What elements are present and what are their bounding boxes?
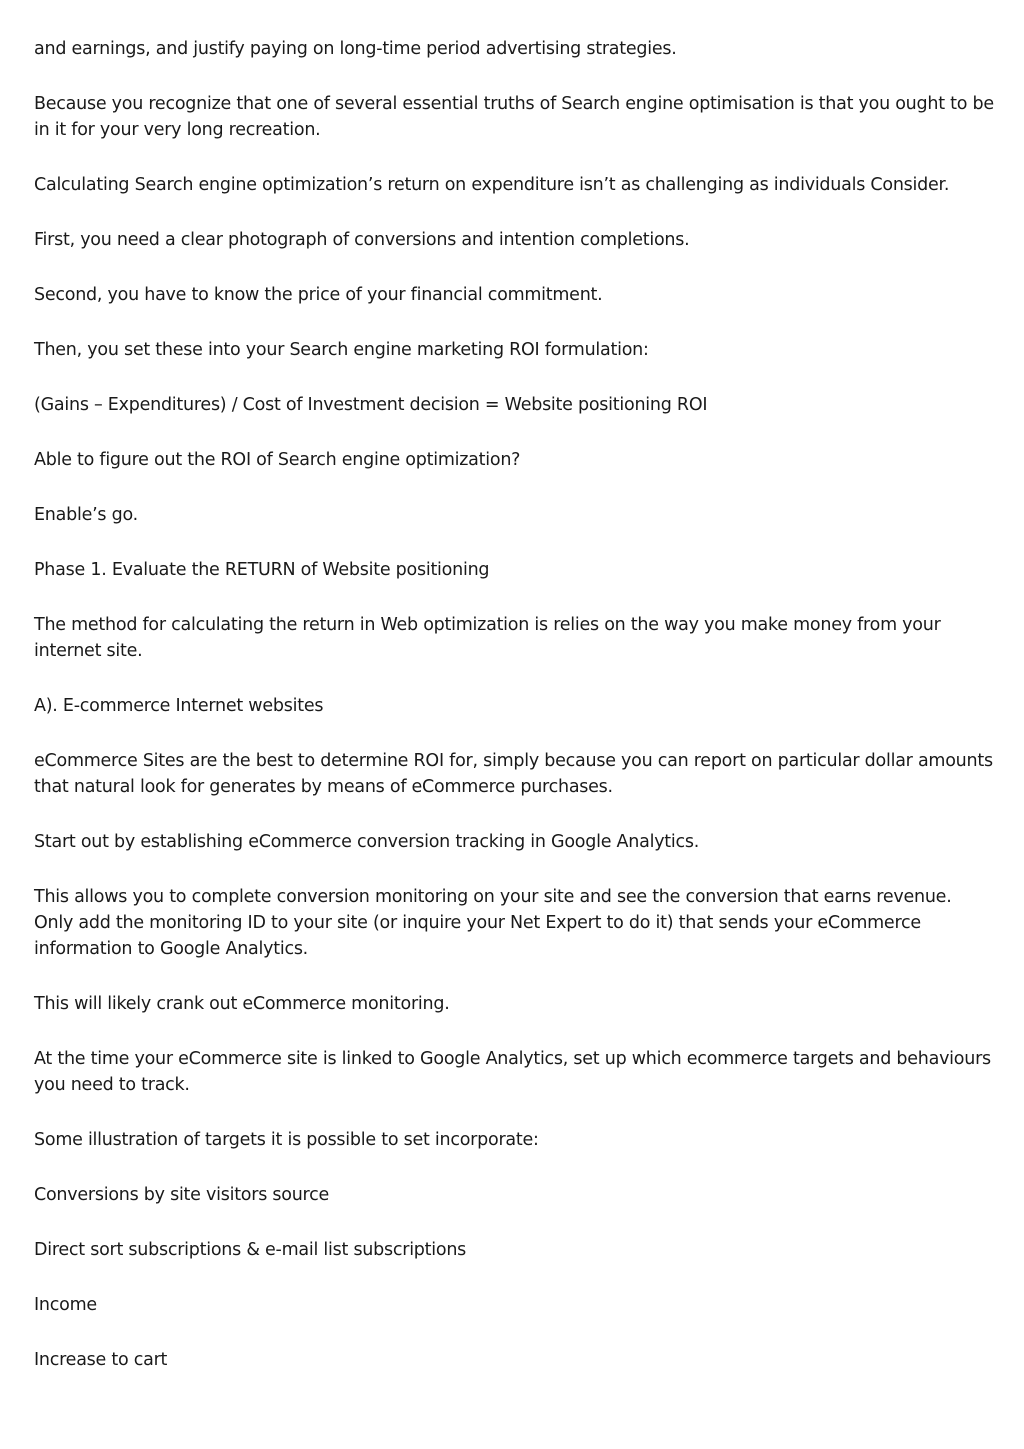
document-body	[34, 36, 994, 1402]
paragraph: This will likely crank out eCommerce monitoring.	[34, 994, 450, 1014]
paragraph: Some illustration of targets it is possible to set incorporate:	[34, 1130, 539, 1150]
paragraph: Second, you have to know the price of your financial commitment.	[34, 285, 603, 305]
paragraph: eCommerce Sites are the best to determine ROI for, simply because you can report on particular dollar amounts that natural look for generates by means of eCommerce purchases.	[34, 751, 993, 797]
list-item: Increase to cart	[34, 1350, 168, 1370]
list-item: Income	[34, 1295, 97, 1315]
paragraph: The method for calculating the return in Web optimization is relies on the way you make money from your internet site.	[34, 615, 941, 661]
paragraph: Calculating Search engine optimization’s return on expenditure isn’t as challenging as individuals Consider.	[34, 175, 950, 195]
subsection-heading: A). E-commerce Internet websites	[34, 696, 324, 716]
paragraph: First, you need a clear photograph of conversions and intention completions.	[34, 230, 690, 250]
list-item: Conversions by site visitors source	[34, 1185, 329, 1205]
section-heading: Phase 1. Evaluate the RETURN of Website positioning	[34, 560, 490, 580]
paragraph: Because you recognize that one of several essential truths of Search engine optimisation is that you ought to be in it for your very long recreation.	[34, 94, 994, 140]
paragraph: Start out by establishing eCommerce conversion tracking in Google Analytics.	[34, 832, 700, 852]
list-item: Direct sort subscriptions & e-mail list subscriptions	[34, 1240, 467, 1260]
paragraph: Then, you set these into your Search engine marketing ROI formulation:	[34, 340, 649, 360]
paragraph: This allows you to complete conversion monitoring on your site and see the conversion that earns revenue. Only add the monitoring ID to your site (or inquire your Net Expert to do it) that sends your eCommerce information to Google Analytics.	[34, 887, 952, 959]
paragraph: Enable’s go.	[34, 505, 138, 525]
formula: (Gains – Expenditures) / Cost of Investment decision = Website positioning ROI	[34, 395, 708, 415]
paragraph: Able to figure out the ROI of Search engine optimization?	[34, 450, 521, 470]
paragraph: and earnings, and justify paying on long-time period advertising strategies.	[34, 39, 677, 59]
paragraph: At the time your eCommerce site is linked to Google Analytics, set up which ecommerce targets and behaviours you need to track.	[34, 1049, 991, 1095]
